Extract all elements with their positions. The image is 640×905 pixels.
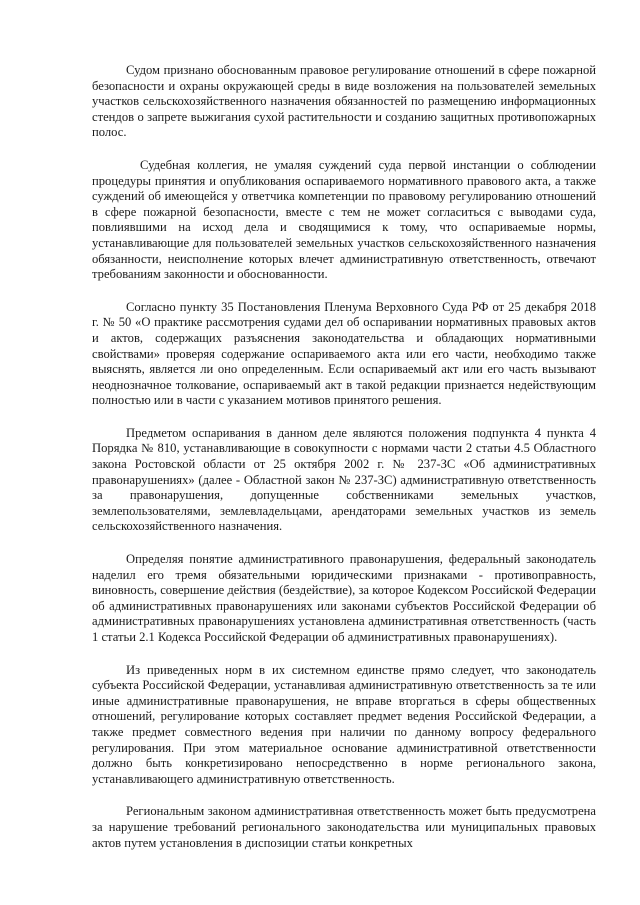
- paragraph-5: Определяя понятие административного правонарушения, федеральный законодатель наделил его тремя обязательными юридическими признаками - противоправность, виновность, совершение действия (бездействие), за которое Кодексом Российской Федерации об административных правонарушениях или законами субъектов Российской Федерации об административных правонарушениях установлена административная ответственность (часть 1 статьи 2.1 Кодекса Российской Федерации об административных правонарушениях).: [92, 552, 596, 644]
- document-body: [92, 63, 596, 868]
- paragraph-1: Судом признано обоснованным правовое регулирование отношений в сфере пожарной безопасности и охраны окружающей среды в виде возложения на пользователей земельных участков сельскохозяйственного назначения обязанностей по размещению информационных стендов о запрете выжигания сухой растительности и созданию защитных противопожарных полос.: [92, 63, 596, 140]
- paragraph-6: Из приведенных норм в их системном единстве прямо следует, что законодатель субъекта Российской Федерации, устанавливая административную ответственность за те или иные административные правонарушения, не вправе вторгаться в сферы общественных отношений, регулирование которых составляет предмет ведения Российской Федерации, а также предмет совместного ведения при наличии по данному вопросу федерального регулирования. При этом материальное основание административной ответственности должно быть конкретизировано непосредственно в норме регионального закона, устанавливающего административную ответственность.: [92, 662, 596, 786]
- paragraph-4: Предметом оспаривания в данном деле являются положения подпункта 4 пункта 4 Порядка № 810, устанавливающие в совокупности с нормами части 2 статьи 4.5 Областного закона Ростовской области от 25 октября 2002 г. № 237-ЗС «Об административных правонарушениях» (далее - Областной закон № 237-ЗС) административную ответственность за правонарушения, допущенные собственниками земельных участков, землепользователями, землевладельцами, арендаторами земельных участков из земель сельскохозяйственного назначения.: [92, 425, 596, 534]
- paragraph-2: Судебная коллегия, не умаляя суждений суда первой инстанции о соблюдении процедуры принятия и опубликования оспариваемого нормативного правового акта, а также суждений об имеющейся у ответчика компетенции по правовому регулированию отношений в сфере пожарной безопасности, вместе с тем не может согласиться с выводами суда, повлиявшими на исход дела и сводящимися к тому, что оспариваемые нормы, устанавливающие для пользователей земельных участков сельскохозяйственного назначения обязанности, неисполнение которых влечет административную ответственность, отвечают требованиям законности и обоснованности.: [92, 157, 596, 282]
- paragraph-3: Согласно пункту 35 Постановления Пленума Верховного Суда РФ от 25 декабря 2018 г. № 50 «О практике рассмотрения судами дел об оспаривании нормативных правовых актов и актов, содержащих разъяснения законодательства и обладающих нормативными свойствами» проверяя содержание оспариваемого акта или его части, необходимо также выяснять, является ли оно определенным. Если оспариваемый акт или его часть вызывают неоднозначное толкование, оспариваемый акт в такой редакции признается недействующим полностью или в части с указанием мотивов принятого решения.: [92, 299, 596, 408]
- paragraph-7: Региональным законом административная ответственность может быть предусмотрена за нарушение требований регионального законодательства или муниципальных правовых актов путем установления в диспозиции статьи конкретных: [92, 804, 596, 850]
